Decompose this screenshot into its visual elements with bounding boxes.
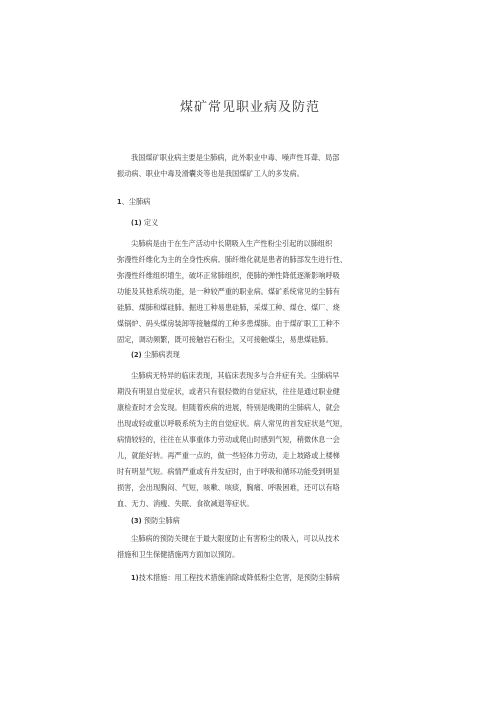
prevention-paragraph (117, 531, 387, 563)
intro-paragraph (117, 150, 387, 182)
page-title: 煤矿常见职业病及防范 (179, 100, 320, 115)
subheading-number: (1) (131, 219, 142, 227)
symptoms-paragraph (117, 368, 387, 512)
text-line: 尖肺病是由于在生产活动中长期吸入生产性粉尘引起的以肺组织 (131, 239, 333, 248)
text-line: 时有明显气短。病情严重或有并发症时，由于呼吸和循环功能受到明显 (117, 467, 340, 476)
section-title: 、尘肺病 (121, 197, 151, 206)
technical-measures-item (117, 570, 387, 586)
subheading-number: (3) (131, 517, 142, 525)
text-line: 功能及其他系统功能，是一种较严重的职业病。煤矿系统常见的尘肺有 (117, 287, 340, 296)
subheading-definition (117, 215, 387, 231)
text-line: 病情较轻的，往往在从事重体力劳动或爬山时感到气短，稍微休息一会 (117, 435, 340, 444)
text-line: 期没有明显自觉症状，或者只有很轻微的自觉症状，往往是通过职业健 (117, 387, 340, 396)
text-line: 损害，会出现胸闷、气短，咳嗽、咳痰，胸痛、呼吸困难，还可以有咯 (117, 483, 340, 492)
text-line: 尘肺病的预防关键在于最大限度防止有害粉尘的吸入，可以从技术 (131, 534, 340, 543)
definition-paragraph (117, 236, 387, 348)
subheading-prevention (117, 513, 387, 529)
item-number: 1) (131, 574, 139, 582)
item-text: 技术措施：用工程技术措施消除或降低粉尘危害，是预防尘肺病 (138, 573, 340, 582)
text-line: 尘肺病无特异的临床表现，其临床表现多与合并症有关。尘肺病早 (131, 371, 340, 380)
text-line: 出现或轻或重以呼吸系统为主的自觉症状。病人常见的首发症状是气短， (117, 419, 348, 428)
text-line: 康检查时才会发现。但随着疾病的进展，特别是晚期的尘肺病人，就会 (117, 403, 340, 412)
text-line: 我国煤矿职业病主要是尘肺病，此外职业中毒、噪声性耳聋、局部 (131, 153, 340, 162)
subheading-number: (2) (131, 351, 142, 359)
text-line: 煤锅炉、码头煤房装卸等接触煤的工种多患煤肺。由于煤矿职工工种不 (117, 319, 340, 328)
subheading-title: 尘肺病表现 (143, 350, 180, 359)
section-heading-1 (117, 194, 387, 210)
text-line: 弥漫性纤维组织增生，破坏正常肺组织，使肺的弹性降低逐渐影响呼吸 (117, 271, 340, 280)
text-line: 儿，就能好转。再严重一点的，做一些轻体力劳动，走上坡路或上楼梯 (117, 451, 340, 460)
subheading-title: 定义 (143, 218, 159, 227)
text-line: 振动病、职业中毒及滑囊炎等也是我国煤矿工人的多发病。 (117, 169, 304, 178)
text-line: 固定，调动频繁，既可接触岩石粉尘，又可接触煤尘，易患煤硅肺。 (117, 335, 333, 344)
text-line: 措施和卫生保健措施两方面加以预防。 (117, 550, 240, 559)
section-number: 1 (117, 198, 122, 206)
subheading-symptoms (117, 347, 387, 363)
text-line: 硅肺、煤肺和煤硅肺。掘进工种易患硅肺，采煤工种、煤仓、煤厂、烧 (117, 303, 340, 312)
subheading-title: 预防尘肺病 (143, 516, 180, 525)
text-line: 血、无力、消瘦、失眠、食欲减退等症状。 (117, 499, 254, 508)
text-line: 弥漫性纤维化为主的全身性疾病。肺纤维化就是患者的肺部发生进行性、 (117, 255, 348, 264)
